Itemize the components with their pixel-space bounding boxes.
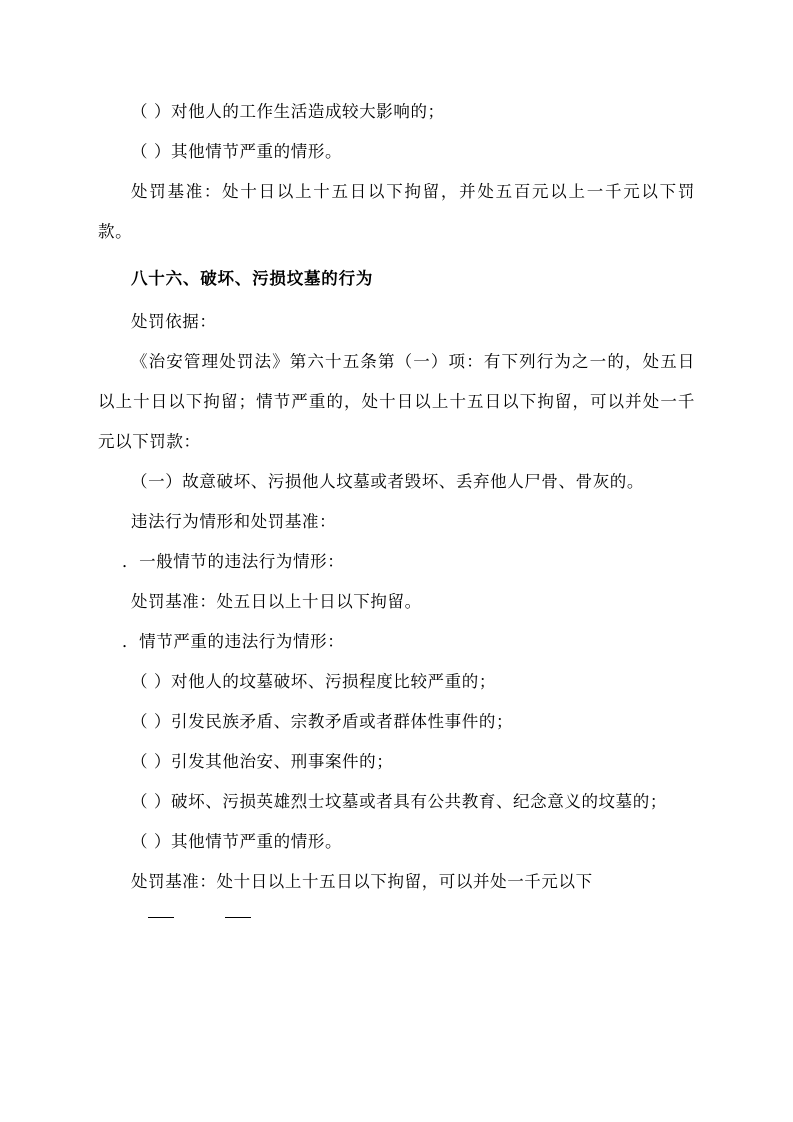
dash-mark-left [148, 917, 174, 918]
paragraph: 处罚依据： [131, 312, 217, 331]
paragraph: （ ）破坏、污损英雄烈士坟墓或者具有公共教育、纪念意义的坟墓的； [131, 792, 667, 811]
paragraph: 处罚基准：处五日以上十日以下拘留。 [131, 592, 422, 611]
paragraph: （ ）对他人的工作生活造成较大影响的； [131, 102, 445, 121]
dash-mark-right [225, 917, 251, 918]
document-body [98, 92, 695, 930]
paragraph: （ ）引发其他治安、刑事案件的； [131, 752, 394, 771]
paragraph: 处罚基准：处十日以上十五日以下拘留，并处五百元以上一千元以下罚款。 [98, 182, 695, 241]
paragraph: ．一般情节的违法行为情形： [122, 552, 345, 571]
paragraph: （ ）其他情节严重的情形。 [131, 142, 343, 161]
paragraph: （ ）其他情节严重的情形。 [131, 832, 343, 851]
paragraph: （ ）引发民族矛盾、宗教矛盾或者群体性事件的； [131, 712, 514, 731]
paragraph: 《治安管理处罚法》第六十五条第（一）项：有下列行为之一的，处五日以上十日以下拘留；情节严重的，处十日以上十五日以下拘留，可以并处一千元以下罚款： [98, 352, 695, 451]
paragraph: 处罚基准：处十日以上十五日以下拘留，可以并处一千元以下 [131, 872, 593, 891]
paragraph: （ ）对他人的坟墓破坏、污损程度比较严重的； [131, 672, 496, 691]
page-footer-marks [98, 904, 695, 930]
paragraph: （一）故意破坏、污损他人坟墓或者毁坏、丢弃他人尸骨、骨灰的。 [131, 472, 644, 491]
paragraph: 违法行为情形和处罚基准： [131, 512, 337, 531]
paragraph: ．情节严重的违法行为情形： [122, 632, 345, 651]
section-heading: 八十六、破坏、污损坟墓的行为 [131, 269, 374, 288]
